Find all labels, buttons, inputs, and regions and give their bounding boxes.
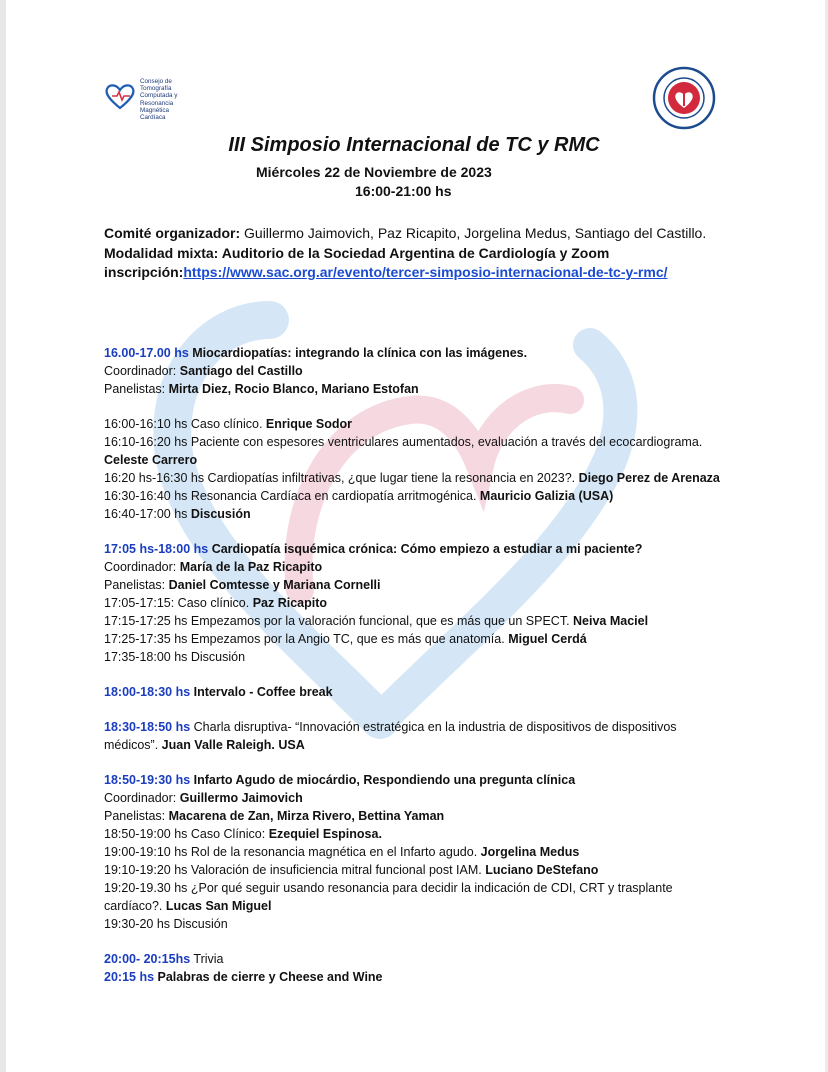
session-time: 20:00- 20:15hs	[104, 952, 191, 966]
logo-line: Cardíaca	[140, 114, 166, 122]
logo-line: Computada y	[140, 92, 178, 100]
session-time: 18:30-18:50 hs	[104, 720, 191, 734]
panelists-names: Mirta Diez, Rocio Blanco, Mariano Estofan	[168, 382, 419, 396]
speaker-name: Mauricio Galizia (USA)	[479, 489, 614, 503]
speaker-name: Celeste Carrero	[104, 453, 198, 467]
speaker-name: Jorgelina Medus	[480, 845, 580, 859]
logo-line: Consejo de	[140, 78, 172, 85]
panel-label: Panelistas:	[104, 578, 169, 592]
coord-label: Coordinador:	[104, 791, 180, 805]
organizer-block	[104, 224, 714, 283]
session-time: 20:15 hs	[104, 970, 155, 984]
session-title: Intervalo - Coffee break	[190, 685, 333, 699]
session-title: Palabras de cierre y Cheese and Wine	[154, 970, 383, 984]
talk-text: 17:05-17:15: Caso clínico.	[104, 596, 253, 610]
talk-text: 17:35-18:00 hs Discusión	[104, 650, 246, 664]
heart-logo-icon	[104, 82, 136, 110]
organizer-label: Comité organizador:	[104, 225, 241, 241]
session-time: 18:00-18:30 hs	[104, 685, 191, 699]
talk-text: 17:15-17:25 hs Empezamos por la valoración funcional, que es más que un SPECT.	[104, 614, 574, 628]
logo-line: Magnética	[140, 106, 170, 114]
session-title: Cardiopatía isquémica crónica: Cómo empiezo a estudiar a mi paciente?	[208, 542, 643, 556]
coordinator-name: Guillermo Jaimovich	[179, 791, 303, 805]
talk-text: 18:50-19:00 hs Caso Clínico:	[104, 827, 269, 841]
organizer-names: Guillermo Jaimovich, Paz Ricapito, Jorgelina Medus, Santiago del Castillo.	[240, 225, 707, 241]
speaker-name: Lucas San Miguel	[165, 899, 272, 913]
session-title: Trivia	[190, 952, 224, 966]
sac-seal-icon	[652, 66, 716, 130]
talk-text: Charla disruptiva- “Innovación estratégica en la industria de dispositivos de dispositivos médicos”.	[104, 720, 677, 752]
coordinator-name: María de la Paz Ricapito	[179, 560, 323, 574]
talk-text: 19:30-20 hs Discusión	[104, 917, 228, 931]
speaker-name: Ezequiel Espinosa.	[268, 827, 382, 841]
discussion-label: Discusión	[190, 507, 251, 521]
talk-text: 17:25-17:35 hs Empezamos por la Angio TC, que es más que anatomía.	[104, 632, 509, 646]
speaker-name: Miguel Cerdá	[508, 632, 587, 646]
inscription-label: inscripción:	[104, 264, 184, 280]
sac-seal-logo	[652, 66, 716, 130]
speaker-name: Luciano DeStefano	[485, 863, 599, 877]
talk-text: 16:00-16:10 hs Caso clínico.	[104, 417, 266, 431]
page-title: III Simposio Internacional de TC y RMC	[228, 134, 600, 156]
coordinator-name: Santiago del Castillo	[179, 364, 303, 378]
session-time: 18:50-19:30 hs	[104, 773, 191, 787]
speaker-name: Juan Valle Raleigh. USA	[161, 738, 305, 752]
panelists-names: Macarena de Zan, Mirza Rivero, Bettina Yaman	[168, 809, 445, 823]
page-edge-left	[0, 0, 6, 1072]
talk-text: 16:30-16:40 hs Resonancia Cardíaca en cardiopatía arritmogénica.	[104, 489, 480, 503]
panel-label: Panelistas:	[104, 809, 169, 823]
talk-text: 19:00-19:10 hs Rol de la resonancia magnética en el Infarto agudo.	[104, 845, 481, 859]
talk-text: 19:10-19:20 hs Valoración de insuficiencia mitral funcional post IAM.	[104, 863, 486, 877]
speaker-name: Neiva Maciel	[573, 614, 649, 628]
panelists-names: Daniel Comtesse y Mariana Cornelli	[168, 578, 381, 592]
modality-text: Modalidad mixta: Auditorio de la Sociedad Argentina de Cardiología y Zoom	[104, 244, 610, 261]
talk-text: 16:40-17:00 hs	[104, 507, 191, 521]
logo-line: Resonancia	[140, 99, 174, 107]
speaker-name: Enrique Sodor	[265, 417, 353, 431]
panel-label: Panelistas:	[104, 382, 169, 396]
inscription-link[interactable]: https://www.sac.org.ar/evento/tercer-simposio-internacional-de-tc-y-rmc/	[183, 264, 668, 280]
session-time: 16.00-17.00 hs	[104, 346, 189, 360]
speaker-name: Paz Ricapito	[252, 596, 328, 610]
logo-line: Tomografía	[140, 85, 172, 93]
coord-label: Coordinador:	[104, 364, 180, 378]
session-time: 17:05 hs-18:00 hs	[104, 542, 209, 556]
talk-text: 16:20 hs-16:30 hs Cardiopatías infiltrativas, ¿que lugar tiene la resonancia en 2023?.	[104, 471, 579, 485]
talk-text: 19:20-19.30 hs ¿Por qué seguir usando resonancia para decidir la indicación de CDI, CRT y trasplante cardíaco?.	[104, 881, 673, 913]
event-hours: 16:00-21:00 hs	[355, 183, 452, 199]
event-date: Miércoles 22 de Noviembre de 2023	[256, 164, 492, 180]
coord-label: Coordinador:	[104, 560, 180, 574]
session-title: Infarto Agudo de miocárdio, Respondiendo una pregunta clínica	[190, 773, 576, 787]
speaker-name: Diego Perez de Arenaza	[578, 471, 720, 485]
program	[104, 344, 729, 986]
talk-text: 16:10-16:20 hs Paciente con espesores ventriculares aumentados, evaluación a través del ecocardiograma.	[104, 435, 703, 449]
session-title: Miocardiopatías: integrando la clínica con las imágenes.	[188, 346, 528, 360]
consejo-logo	[104, 74, 214, 124]
